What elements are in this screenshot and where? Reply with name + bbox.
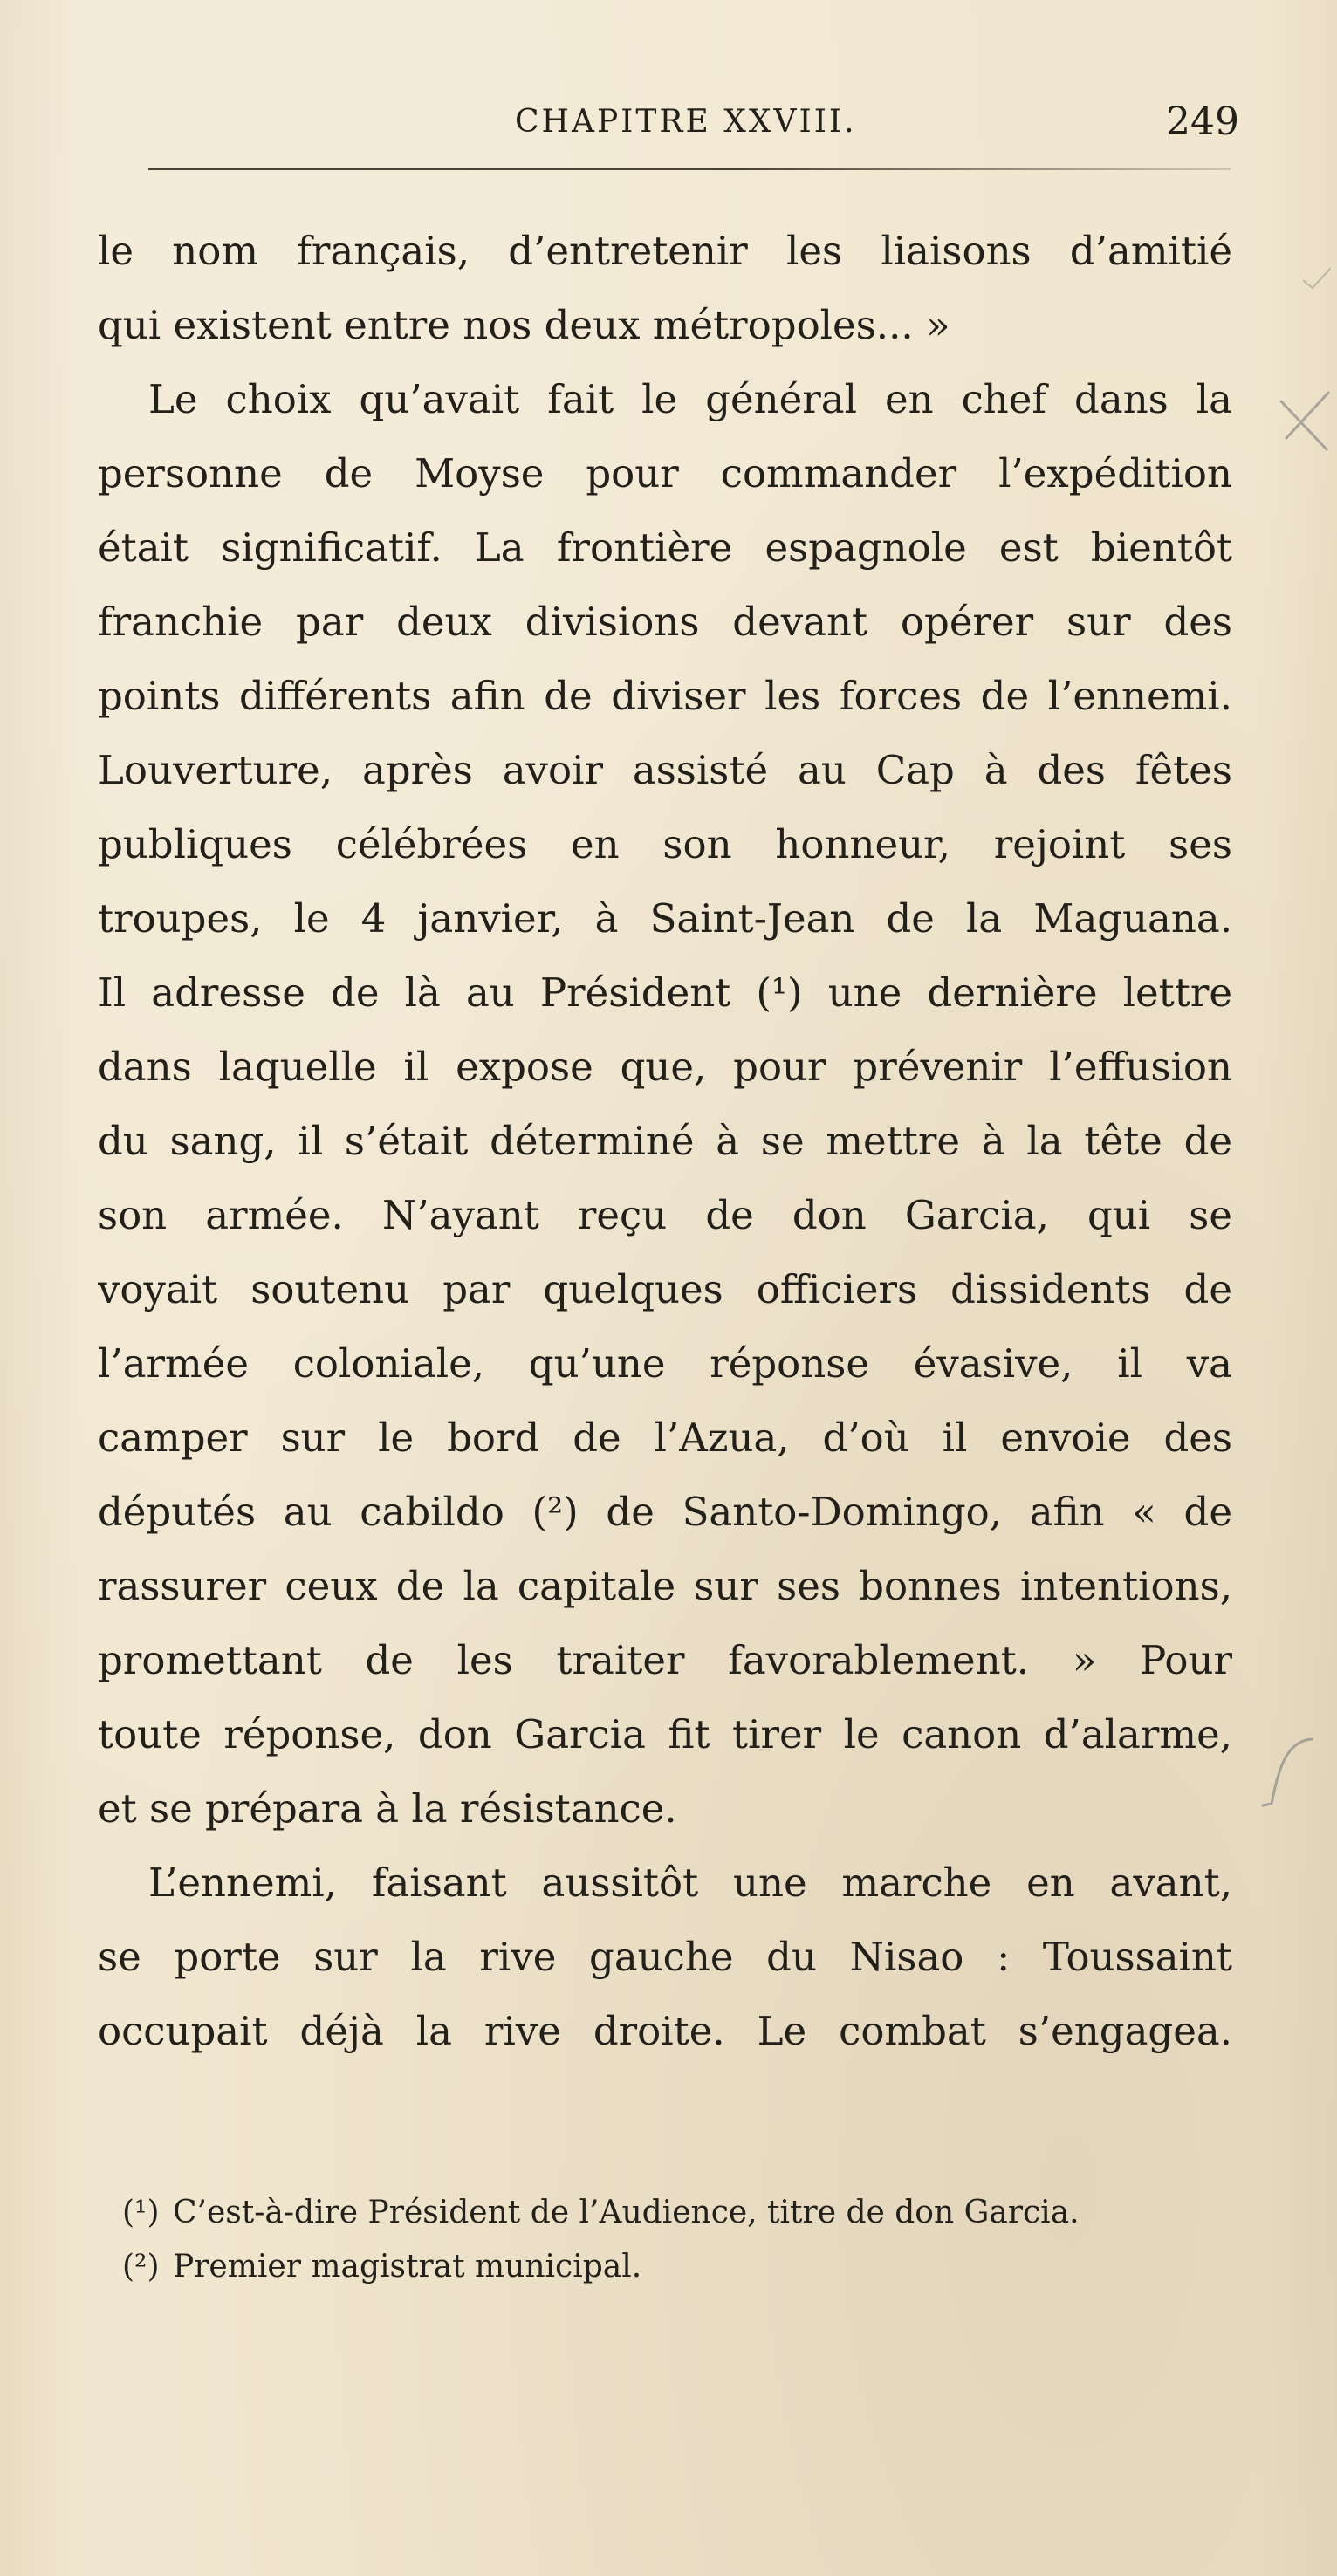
footnotes (122, 2186, 1204, 2294)
pencil-bracket-mark (1252, 1732, 1322, 1811)
header-rule (148, 168, 1231, 170)
text-line: personne de Moyse pour commander l’expédition (98, 450, 1232, 497)
text-line: rassurer ceux de la capitale sur ses bonnes intentions, (98, 1563, 1232, 1609)
text-line: franchie par deux divisions devant opérer sur des (98, 599, 1232, 645)
text-line: et se prépara à la résistance. (98, 1785, 677, 1832)
running-head (122, 96, 1239, 148)
footnote-2 (122, 2240, 1204, 2294)
text-line: Il adresse de là au Président (¹) une dernière lettre (98, 969, 1232, 1016)
pencil-cross-mark (1274, 384, 1335, 462)
text-line: occupait déjà la rive droite. Le combat s’engagea. (98, 2008, 1232, 2054)
footnote-mark: (²) (122, 2249, 160, 2285)
text-line: était significatif. La frontière espagnole est bientôt (98, 524, 1232, 571)
footnote-1 (122, 2186, 1204, 2240)
body-text (98, 214, 1232, 2068)
text-line: se porte sur la rive gauche du Nisao : Toussaint (98, 1934, 1232, 1980)
footnote-mark: (¹) (122, 2195, 160, 2230)
text-line: le nom français, d’entretenir les liaisons d’amitié (98, 228, 1232, 274)
text-line: Le choix qu’avait fait le général en chef dans la (148, 376, 1232, 422)
footnote-text: C’est-à-dire Président de l’Audience, titre de don Garcia. (173, 2195, 1080, 2230)
text-line: L’ennemi, faisant aussitôt une marche en avant, (148, 1860, 1232, 1906)
footnote-text: Premier magistrat municipal. (173, 2249, 642, 2285)
text-line: troupes, le 4 janvier, à Saint-Jean de la Maguana. (98, 895, 1232, 942)
text-line: du sang, il s’était déterminé à se mettre à la tête de (98, 1118, 1232, 1164)
pencil-tick-mark (1300, 262, 1335, 297)
text-line: voyait soutenu par quelques officiers dissidents de (98, 1266, 1232, 1312)
text-line: camper sur le bord de l’Azua, d’où il envoie des (98, 1415, 1232, 1461)
text-line: son armée. N’ayant reçu de don Garcia, qui se (98, 1192, 1232, 1238)
page-number: 249 (1166, 99, 1239, 144)
text-line: Louverture, après avoir assisté au Cap à des fêtes (98, 747, 1232, 793)
text-line: députés au cabildo (²) de Santo-Domingo, afin « de (98, 1489, 1232, 1535)
text-line: l’armée coloniale, qu’une réponse évasive, il va (98, 1340, 1232, 1387)
text-line: qui existent entre nos deux métropoles... » (98, 302, 950, 348)
text-line: dans laquelle il expose que, pour prévenir l’effusion (98, 1044, 1232, 1090)
chapter-title: CHAPITRE XXVIII. (515, 104, 857, 140)
text-line: points différents afin de diviser les forces de l’ennemi. (98, 673, 1232, 719)
text-line: toute réponse, don Garcia fit tirer le canon d’alarme, (98, 1711, 1232, 1757)
text-line: promettant de les traiter favorablement. » Pour (98, 1637, 1232, 1683)
text-line: publiques célébrées en son honneur, rejoint ses (98, 821, 1232, 867)
